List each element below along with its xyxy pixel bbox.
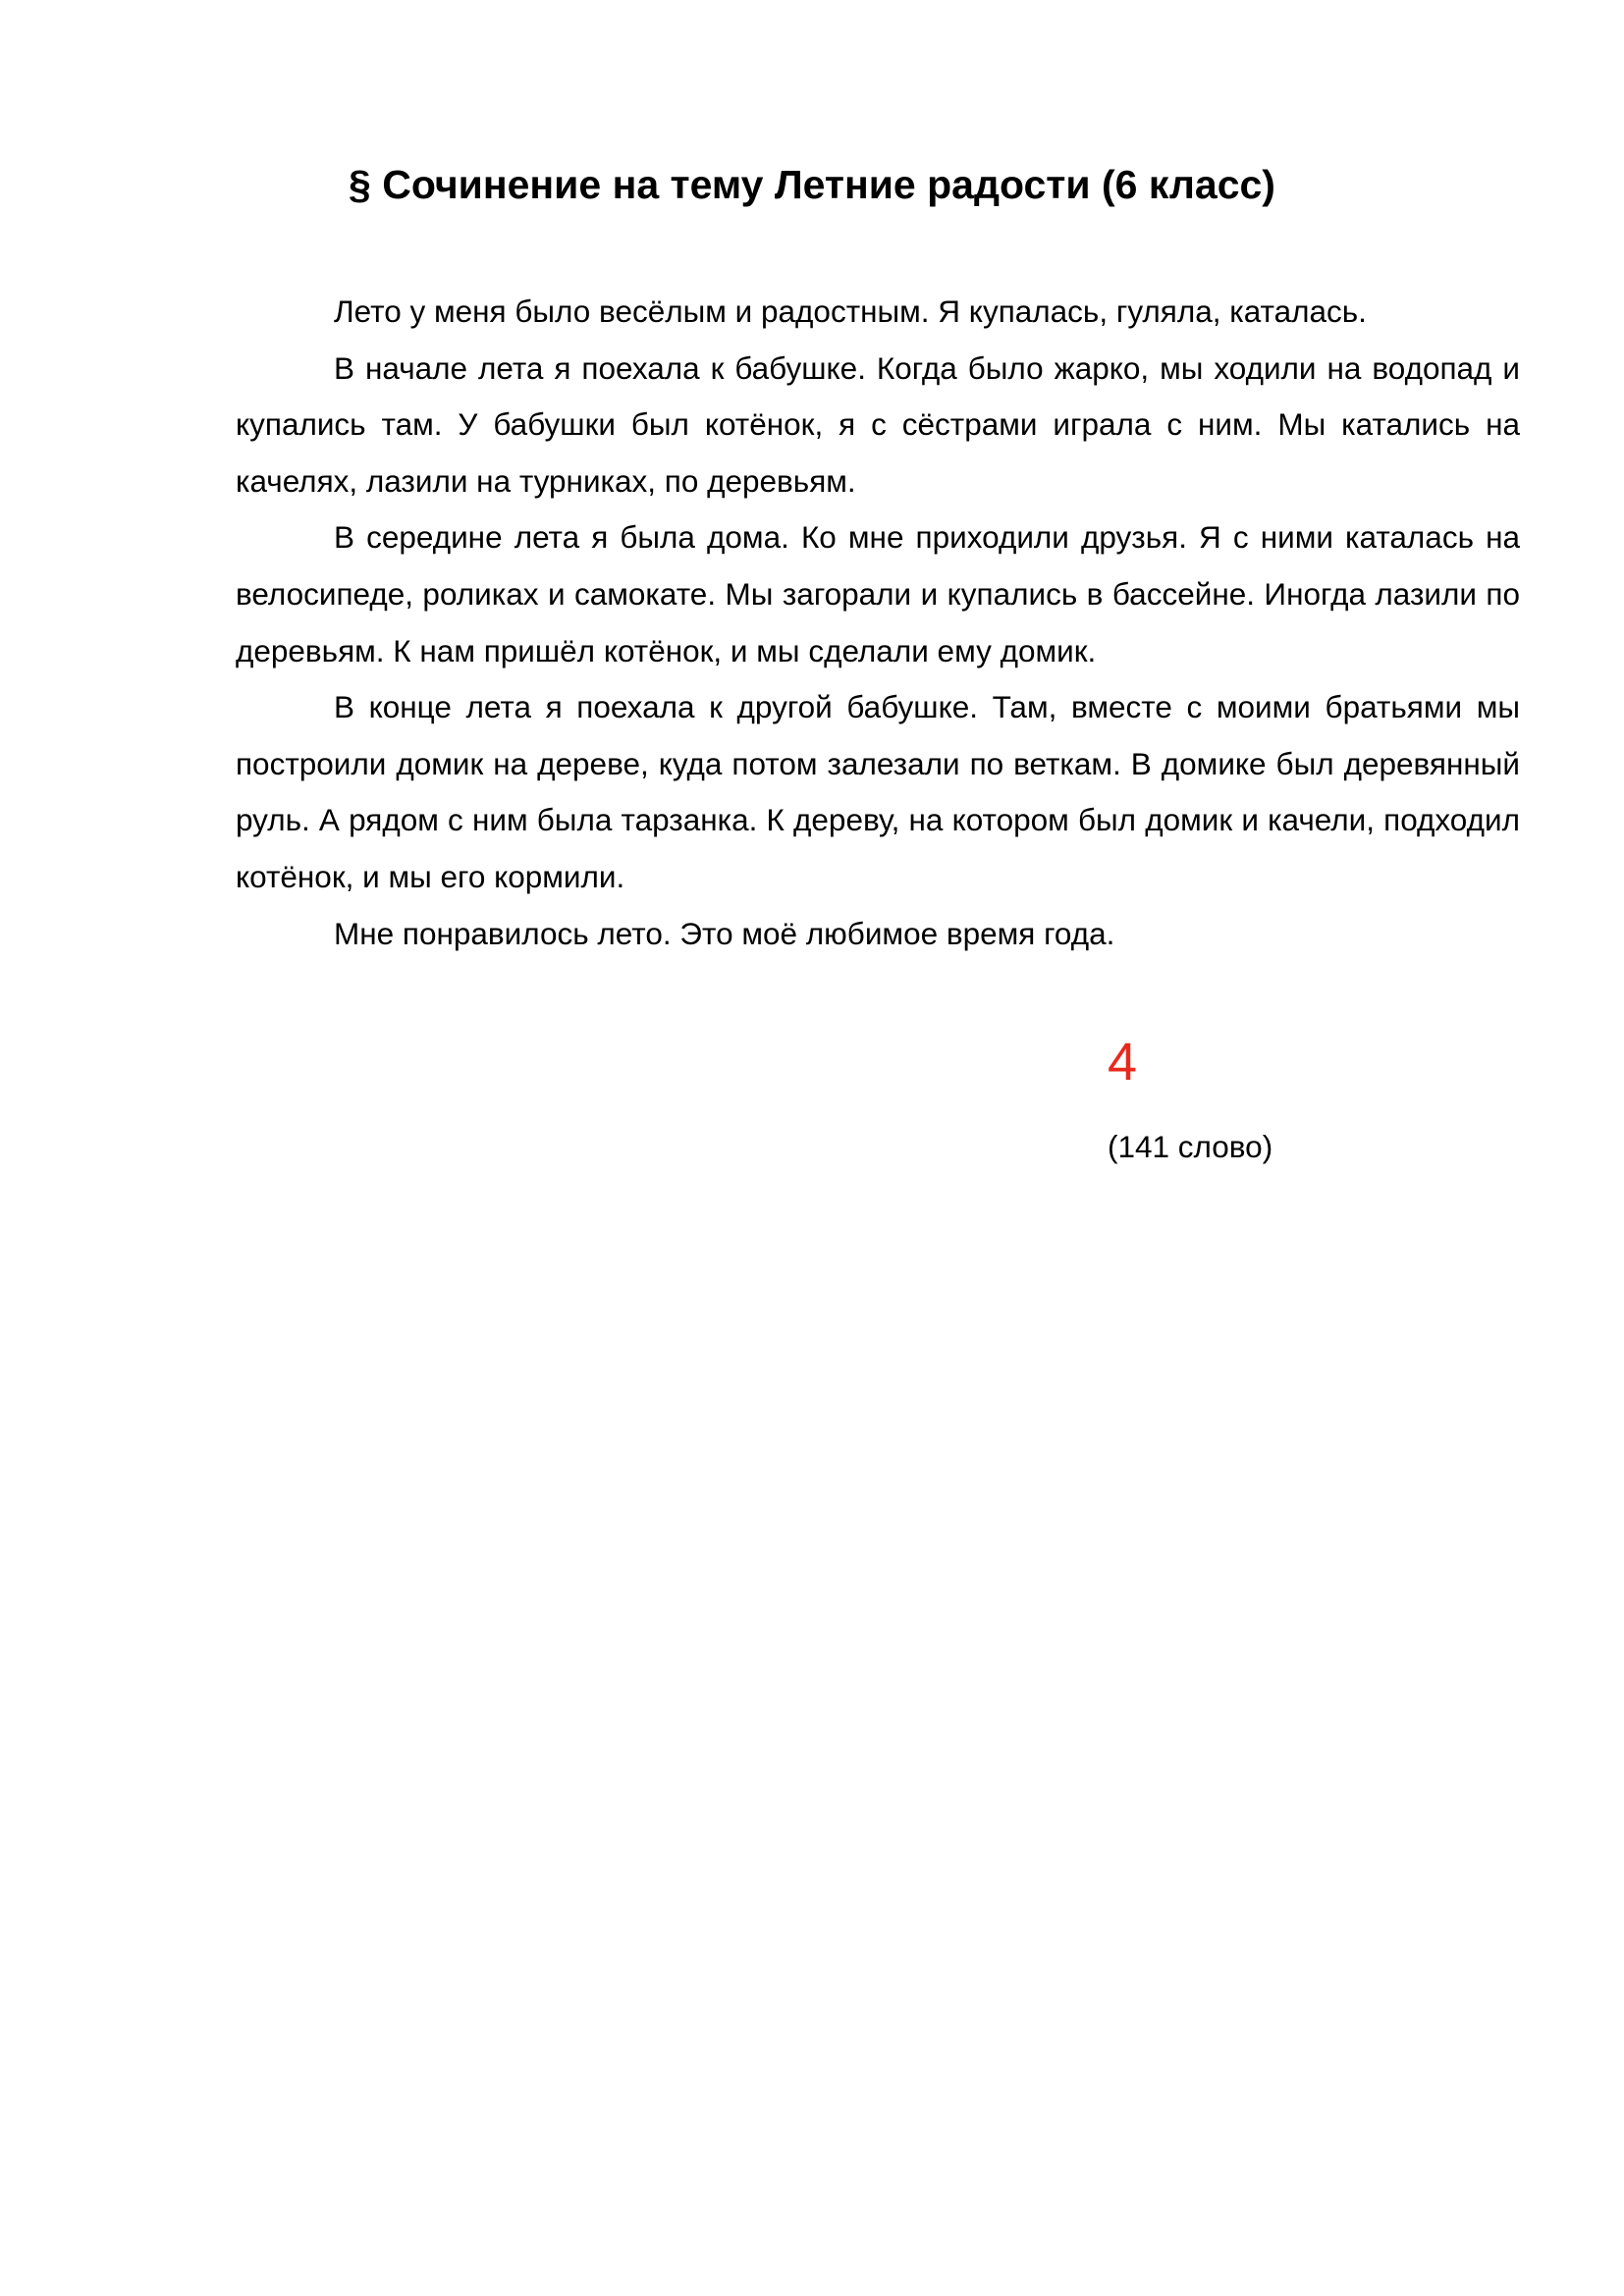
word-count: (141 слово) (1108, 1129, 1273, 1164)
essay-paragraph-1: Лето у меня было весёлым и радостным. Я купалась, гуляла, каталась. (334, 294, 1367, 329)
essay-body (236, 284, 1520, 962)
essay-paragraph-2: В начале лета я поехала к бабушке. Когда было жарко, мы ходили на водопад и купались там. У бабушки был котёнок, я с сёстрами играла с ним. Мы катались на качелях, лазили на турниках, по деревьям. (236, 349, 1520, 499)
essay-paragraph-5: Мне понравилось лето. Это моё любимое время года. (334, 915, 1115, 951)
essay-paragraph-4: В конце лета я поехала к другой бабушке. Там, вместе с моими братьями мы построили домик на дереве, куда потом залезали по веткам. В домике был деревянный руль. А рядом с ним была тарзанка. К дереву, на котором был домик и качели, подходил котёнок, и мы его кормили. (236, 689, 1520, 894)
essay-paragraph-3: В середине лета я была дома. Ко мне приходили друзья. Я с ними каталась на велосипеде, роликах и самокате. Мы загорали и купались в бассейне. Иногда лазили по деревьям. К нам пришёл котёнок, и мы сделали ему домик. (236, 519, 1520, 668)
essay-title: § Сочинение на тему Летние радости (6 класс) (349, 162, 1275, 207)
grade-mark: 4 (1108, 1033, 1138, 1092)
